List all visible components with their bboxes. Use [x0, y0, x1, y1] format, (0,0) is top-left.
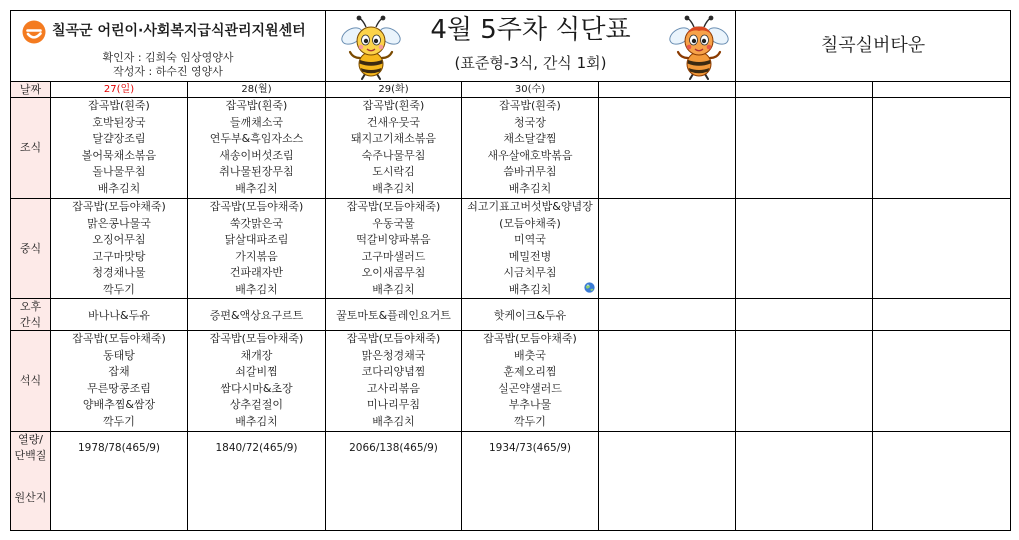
globe-icon [584, 282, 595, 293]
empty-cell [736, 98, 873, 199]
lunch-item: 청경채나물 [92, 266, 146, 279]
row-label-text: 조식 [19, 141, 42, 154]
date-header-28: 28(월) [188, 82, 326, 98]
dinner-item: 고사리볶음 [366, 381, 421, 395]
breakfast-item: 숙주나물무침 [361, 148, 426, 162]
lunch-item: 배추김치 [372, 282, 415, 296]
dinner-item: 쌈다시마&초장 [220, 381, 293, 395]
dinner-item: 배춧국 [514, 348, 546, 362]
empty-cell [873, 199, 1011, 299]
reviewer-text: 확인자 : 김희숙 임상영양사 [102, 51, 234, 64]
day-30-lunch [462, 199, 599, 299]
dinner-item: 양배추찜&쌈장 [82, 398, 156, 411]
breakfast-item: 씀바귀무침 [503, 165, 557, 178]
lunch-item: 떡갈비양파볶음 [356, 233, 431, 246]
day-27-breakfast [51, 98, 188, 199]
row-label-text: 오후 [19, 299, 42, 313]
day-30-nutrition: 1934/73(465/9) [462, 432, 599, 531]
day-29-lunch [326, 199, 462, 299]
row-label-text: 날짜 [19, 82, 42, 96]
date-header-29: 29(화) [326, 82, 462, 98]
bee-mascot-icon [668, 14, 730, 80]
dinner-item: 배추김치 [235, 414, 278, 428]
row-label-date [11, 82, 51, 98]
empty-cell [873, 98, 1011, 199]
lunch-item: 고구마샐러드 [361, 249, 426, 263]
lunch-item: 맑은콩나물국 [87, 216, 151, 230]
row-label-text: 간식 [19, 315, 42, 329]
row-label-dinner [11, 331, 51, 432]
dinner-item: 미나리무침 [366, 398, 421, 411]
empty-cell [599, 432, 736, 531]
empty-cell [736, 199, 873, 299]
facility-name: 칠곡실버타운 [820, 35, 926, 56]
dinner-item: 채개장 [240, 348, 273, 362]
meal-plan-table [10, 10, 1011, 531]
dinner-item: 상추겉절이 [229, 398, 284, 411]
empty-cell [599, 82, 736, 98]
breakfast-item: 잡곡밥(흰죽) [225, 99, 288, 112]
dinner-item: 잡곡밥(모듬야채죽) [209, 332, 304, 345]
lunch-item: 잡곡밥(모듬야채죽) [346, 200, 441, 213]
breakfast-item: 채소달걀찜 [503, 132, 557, 145]
row-label-nutrition [11, 432, 51, 531]
breakfast-item: 잡곡밥(흰죽) [88, 99, 150, 112]
breakfast-item: 새송이버섯조림 [219, 148, 294, 162]
lunch-item: 미역국 [514, 233, 546, 246]
writer-text: 작성자 : 하수진 영양사 [113, 65, 223, 78]
dinner-item: 코다리양념찜 [361, 365, 426, 378]
lunch-item: 배추김치 [235, 282, 278, 296]
lunch-item: 깍두기 [103, 282, 135, 296]
lunch-item: 메밀전병 [508, 249, 552, 263]
org-header-cell [11, 11, 326, 82]
breakfast-item: 청국장 [514, 115, 546, 129]
row-label-origin: 원산지 [14, 491, 47, 504]
breakfast-item: 달걀장조림 [92, 132, 146, 145]
dinner-item: 무른땅콩조림 [87, 381, 151, 395]
day-28-nutrition: 1840/72(465/9) [188, 432, 326, 531]
day-27-dinner [51, 331, 188, 432]
day-29-snack: 꿀토마토&플레인요거트 [326, 299, 462, 331]
empty-cell [736, 432, 873, 531]
day-28-breakfast [188, 98, 326, 199]
lunch-item: 쇠고기표고버섯밥&양념장 [467, 200, 593, 213]
breakfast-item: 연두부&흑임자소스 [209, 132, 304, 145]
breakfast-item: 돌나물무침 [92, 165, 146, 178]
empty-cell [736, 82, 873, 98]
lunch-item: 잡곡밥(모듬야채죽) [72, 200, 166, 213]
title-header-cell [326, 11, 736, 82]
facility-header-cell [736, 11, 1011, 82]
row-label-text: 중식 [19, 241, 42, 255]
dinner-item: 잡곡밥(모듬야채죽) [346, 332, 441, 345]
lunch-item: 잡곡밥(모듬야채죽) [209, 200, 304, 213]
lunch-item: 배추김치 [508, 282, 552, 296]
lunch-item: 우동국물 [372, 216, 415, 230]
dinner-item: 실곤약샐러드 [498, 381, 562, 395]
breakfast-item: 건새우뭇국 [366, 115, 421, 129]
day-28-lunch [188, 199, 326, 299]
breakfast-item: 들깨채소국 [229, 115, 284, 129]
page-subtitle: (표준형-3식, 간식 1회) [454, 54, 607, 72]
empty-cell [873, 299, 1011, 331]
empty-cell [599, 98, 736, 199]
row-label-text: 석식 [19, 374, 42, 387]
day-30-snack: 핫케이크&두유 [462, 299, 599, 331]
breakfast-item: 도시락김 [372, 165, 415, 178]
dinner-item: 잡곡밥(모듬야채죽) [483, 332, 577, 345]
breakfast-item: 볼어묵채소볶음 [81, 148, 157, 162]
lunch-item: 시금치무침 [503, 266, 557, 279]
empty-cell [736, 299, 873, 331]
dinner-item: 부추나물 [508, 398, 552, 411]
breakfast-item: 호박된장국 [92, 115, 146, 129]
row-label-breakfast [11, 98, 51, 199]
row-label-text: 열량/ [18, 433, 43, 446]
row-label-lunch [11, 199, 51, 299]
breakfast-item: 잡곡밥(흰죽) [362, 99, 425, 112]
breakfast-item: 돼지고기채소볶음 [350, 132, 436, 145]
dinner-item: 훈제오리찜 [503, 365, 557, 378]
day-27-lunch [51, 199, 188, 299]
breakfast-item: 새우살애호박볶음 [487, 148, 573, 162]
lunch-item: 쑥갓맑은국 [229, 216, 284, 230]
dinner-item: 깍두기 [514, 414, 546, 428]
dinner-item: 깍두기 [103, 414, 135, 428]
breakfast-item: 배추김치 [235, 181, 278, 195]
lunch-item: 건파래자반 [229, 266, 284, 279]
smile-logo-icon [22, 20, 46, 44]
breakfast-item: 취나물된장무침 [219, 165, 294, 178]
dinner-item: 잡채 [108, 365, 130, 378]
empty-cell [873, 82, 1011, 98]
dinner-item: 잡곡밥(모듬야채죽) [72, 332, 166, 345]
header-row [11, 11, 1011, 82]
lunch-item: 가지볶음 [235, 249, 278, 263]
day-30-dinner [462, 331, 599, 432]
day-27-snack: 바나나&두유 [51, 299, 188, 331]
day-29-breakfast [326, 98, 462, 199]
day-29-dinner [326, 331, 462, 432]
day-28-snack: 증편&액상요구르트 [188, 299, 326, 331]
day-30-breakfast [462, 98, 599, 199]
dinner-item: 맑은청경채국 [361, 348, 426, 362]
org-name: 칠곡군 어린이·사회복지급식관리지원센터 [52, 23, 306, 39]
breakfast-item: 배추김치 [508, 181, 552, 195]
date-header-30: 30(수) [462, 82, 599, 98]
empty-cell [599, 299, 736, 331]
dinner-item: 쇠갈비찜 [235, 365, 278, 378]
date-header-27: 27(일) [51, 82, 188, 98]
empty-cell [736, 331, 873, 432]
breakfast-item: 잡곡밥(흰죽) [499, 99, 561, 112]
dinner-item: 배추김치 [372, 414, 415, 428]
day-27-nutrition: 1978/78(465/9) [51, 432, 188, 531]
page-title: 4월 5주차 식단표 [430, 15, 631, 45]
row-label-snack [11, 299, 51, 331]
empty-cell [599, 199, 736, 299]
row-label-text: 단백질 [14, 449, 47, 462]
empty-cell [873, 331, 1011, 432]
lunch-item: (모듬야채죽) [499, 216, 561, 230]
empty-cell [599, 331, 736, 432]
empty-cell [873, 432, 1011, 531]
dinner-item: 동태탕 [103, 348, 135, 362]
day-28-dinner [188, 331, 326, 432]
breakfast-item: 배추김치 [97, 181, 141, 195]
menu-grid [11, 82, 1011, 531]
lunch-item: 닭살대파조림 [224, 233, 289, 246]
breakfast-item: 배추김치 [372, 181, 415, 195]
lunch-item: 고구마맛탕 [92, 249, 146, 263]
day-29-nutrition: 2066/138(465/9) [326, 432, 462, 531]
lunch-item: 오이새콤무침 [361, 266, 426, 279]
lunch-item: 오징어무침 [92, 233, 146, 246]
